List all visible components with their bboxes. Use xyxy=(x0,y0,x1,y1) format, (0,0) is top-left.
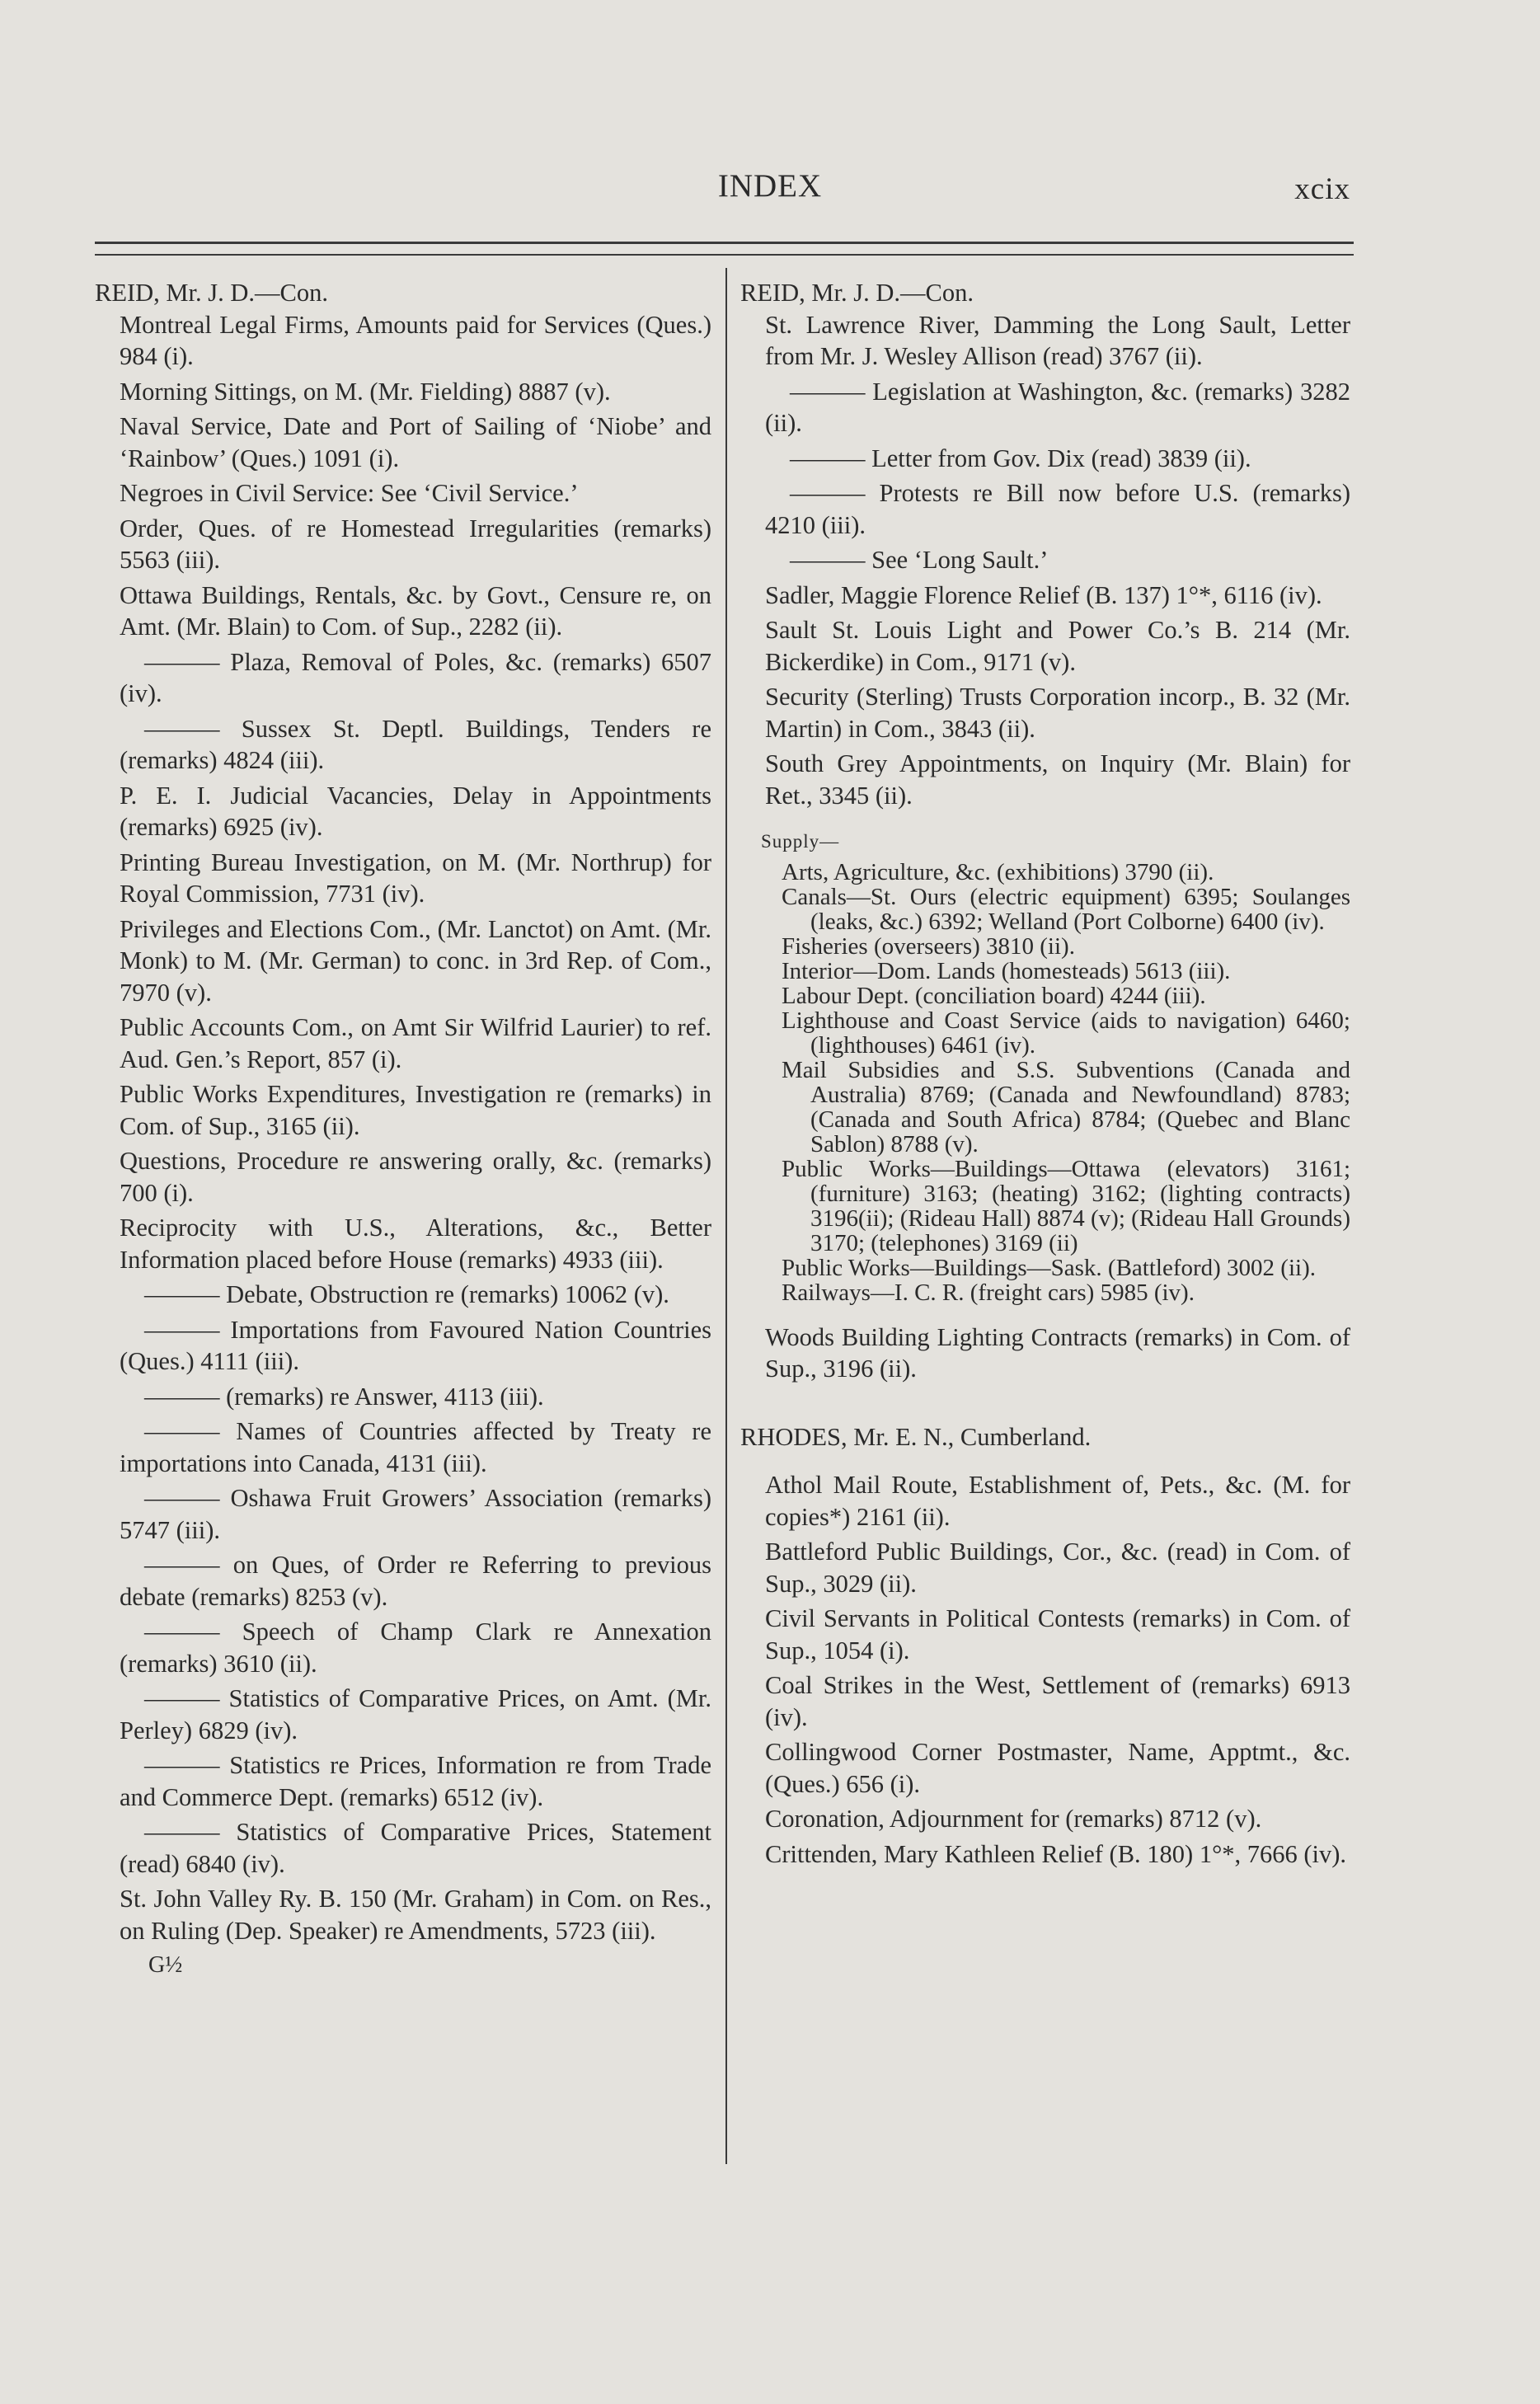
index-entry: ——— See ‘Long Sault.’ xyxy=(790,546,1049,574)
index-entry: ——— Speech of Champ Clark re Annexation (remarks) 3610 (ii). xyxy=(120,1618,711,1678)
supply-entry: Interior—Dom. Lands (homesteads) 5613 (iii). xyxy=(782,957,1231,984)
index-entry: Naval Service, Date and Port of Sailing of ‘Niobe’ and ‘Rainbow’ (Ques.) 1091 (i). xyxy=(120,412,711,472)
header-rule-thick xyxy=(95,242,1354,244)
index-entry: Athol Mail Route, Establishment of, Pets., &c. (M. for copies*) 2161 (ii). xyxy=(765,1471,1350,1531)
page-number: xcix xyxy=(1294,172,1350,206)
left-column xyxy=(95,277,711,2005)
index-entry: ——— Letter from Gov. Dix (read) 3839 (ii). xyxy=(790,444,1251,472)
section-heading: RHODES, Mr. E. N., Cumberland. xyxy=(740,1422,1092,1451)
index-entry: ——— (remarks) re Answer, 4113 (iii). xyxy=(144,1382,544,1411)
index-entry: Montreal Legal Firms, Amounts paid for Services (Ques.) 984 (i). xyxy=(120,310,711,370)
index-entry: St. Lawrence River, Damming the Long Sault, Letter from Mr. J. Wesley Allison (read) 3767 (ii). xyxy=(765,310,1350,370)
index-entry: Order, Ques. of re Homestead Irregularities (remarks) 5563 (iii). xyxy=(120,514,711,574)
supply-entry: Railways—I. C. R. (freight cars) 5985 (iv). xyxy=(782,1279,1195,1306)
supply-entry: Canals—St. Ours (electric equipment) 6395; Soulanges (leaks, &c.) 6392; Welland (Port Colborne) 6400 (iv). xyxy=(782,883,1350,935)
supply-entry: Public Works—Buildings—Ottawa (elevators) 3161; (furniture) 3163; (heating) 3162; (lighting contracts) 3196(ii); (Rideau Hall) 8874 (v); (Rideau Hall Grounds) 3170; (telephones) 3169 (ii) xyxy=(782,1155,1350,1256)
supply-entry: Labour Dept. (conciliation board) 4244 (iii). xyxy=(782,982,1206,1009)
supply-entry: Arts, Agriculture, &c. (exhibitions) 3790 (ii). xyxy=(782,858,1214,885)
section-heading: REID, Mr. J. D.—Con. xyxy=(740,279,974,307)
index-entry: Security (Sterling) Trusts Corporation incorp., B. 32 (Mr. Martin) in Com., 3843 (ii). xyxy=(765,683,1350,743)
index-entry: P. E. I. Judicial Vacancies, Delay in Appointments (remarks) 6925 (iv). xyxy=(120,781,711,841)
index-entry: ——— Oshawa Fruit Growers’ Association (remarks) 5747 (iii). xyxy=(120,1484,711,1544)
index-entry: Collingwood Corner Postmaster, Name, Apptmt., &c. (Ques.) 656 (i). xyxy=(765,1738,1350,1798)
index-entry: ——— Sussex St. Deptl. Buildings, Tenders re (remarks) 4824 (iii). xyxy=(120,714,711,774)
index-entry: Public Works Expenditures, Investigation re (remarks) in Com. of Sup., 3165 (ii). xyxy=(120,1080,711,1140)
index-entry: South Grey Appointments, on Inquiry (Mr. Blain) for Ret., 3345 (ii). xyxy=(765,749,1350,810)
index-entry: Reciprocity with U.S., Alterations, &c., Better Information placed before House (remarks) 4933 (iii). xyxy=(120,1214,711,1274)
spacer xyxy=(740,1388,1350,1421)
index-entry: ——— on Ques, of Order re Referring to previous debate (remarks) 8253 (v). xyxy=(120,1551,711,1611)
index-entry: ——— Statistics re Prices, Information re from Trade and Commerce Dept. (remarks) 6512 (iv). xyxy=(120,1751,711,1811)
header-rule-thin xyxy=(95,254,1354,256)
index-entry: Coronation, Adjournment for (remarks) 8712 (v). xyxy=(765,1805,1262,1833)
column-divider xyxy=(725,268,727,2164)
index-entry: Civil Servants in Political Contests (remarks) in Com. of Sup., 1054 (i). xyxy=(765,1604,1350,1664)
index-entry: ——— Statistics of Comparative Prices, Statement (read) 6840 (iv). xyxy=(120,1818,711,1878)
right-column xyxy=(740,277,1350,1873)
supply-entry: Fisheries (overseers) 3810 (ii). xyxy=(782,932,1075,960)
section-heading: REID, Mr. J. D.—Con. xyxy=(95,279,328,307)
index-entry: Public Accounts Com., on Amt Sir Wilfrid Laurier) to ref. Aud. Gen.’s Report, 857 (i). xyxy=(120,1013,711,1073)
index-entry: ——— Protests re Bill now before U.S. (remarks) 4210 (iii). xyxy=(765,479,1350,539)
supply-heading: Supply— xyxy=(761,831,840,852)
supply-entry: Mail Subsidies and S.S. Subventions (Canada and Australia) 8769; (Canada and Newfoundland) 8783; (Canada and South Africa) 8784; (Quebec and Blanc Sablon) 8788 (v). xyxy=(782,1056,1350,1157)
index-entry: Morning Sittings, on M. (Mr. Fielding) 8887 (v). xyxy=(120,377,611,406)
index-entry: ——— Names of Countries affected by Treaty re importations into Canada, 4131 (iii). xyxy=(120,1417,711,1477)
index-entry: Ottawa Buildings, Rentals, &c. by Govt., Censure re, on Amt. (Mr. Blain) to Com. of Sup., 2282 (ii). xyxy=(120,580,711,641)
index-entry: Questions, Procedure re answering orally, &c. (remarks) 700 (i). xyxy=(120,1147,711,1207)
spacer xyxy=(740,1453,1350,1469)
index-entry: Privileges and Elections Com., (Mr. Lanctot) on Amt. (Mr. Monk) to M. (Mr. German) to conc. in 3rd Rep. of Com., 7970 (v). xyxy=(120,914,711,1007)
index-entry: Sault St. Louis Light and Power Co.’s B. 214 (Mr. Bickerdike) in Com., 9171 (v). xyxy=(765,616,1350,676)
index-entry: ——— Legislation at Washington, &c. (remarks) 3282 (ii). xyxy=(765,377,1350,437)
signature-mark: G½ xyxy=(148,1952,183,1978)
index-entry: Crittenden, Mary Kathleen Relief (B. 180) 1°*, 7666 (iv). xyxy=(765,1839,1347,1868)
index-entry: Woods Building Lighting Contracts (remarks) in Com. of Sup., 3196 (ii). xyxy=(765,1322,1350,1383)
supply-entry: Public Works—Buildings—Sask. (Battleford) 3002 (ii). xyxy=(782,1254,1316,1281)
supply-entry: Lighthouse and Coast Service (aids to navigation) 6460; (lighthouses) 6461 (iv). xyxy=(782,1007,1350,1059)
index-entry: ——— Statistics of Comparative Prices, on Amt. (Mr. Perley) 6829 (iv). xyxy=(120,1684,711,1744)
index-entry: Negroes in Civil Service: See ‘Civil Service.’ xyxy=(120,479,579,507)
index-entry: ——— Plaza, Removal of Poles, &c. (remarks) 6507 (iv). xyxy=(120,647,711,707)
spacer xyxy=(740,1305,1350,1322)
index-entry: St. John Valley Ry. B. 150 (Mr. Graham) in Com. on Res., on Ruling (Dep. Speaker) re Amendments, 5723 (iii). xyxy=(120,1885,711,1945)
index-entry: Coal Strikes in the West, Settlement of (remarks) 6913 (iv). xyxy=(765,1671,1350,1731)
index-entry: ——— Importations from Favoured Nation Countries (Ques.) 4111 (iii). xyxy=(120,1315,711,1375)
index-entry: ——— Debate, Obstruction re (remarks) 10062 (v). xyxy=(144,1280,669,1308)
page-title: INDEX xyxy=(717,168,823,204)
index-entry: Battleford Public Buildings, Cor., &c. (read) in Com. of Sup., 3029 (ii). xyxy=(765,1538,1350,1598)
index-entry: Sadler, Maggie Florence Relief (B. 137) 1°*, 6116 (iv). xyxy=(765,580,1322,609)
index-entry: Printing Bureau Investigation, on M. (Mr. Northrup) for Royal Commission, 7731 (iv). xyxy=(120,848,711,908)
